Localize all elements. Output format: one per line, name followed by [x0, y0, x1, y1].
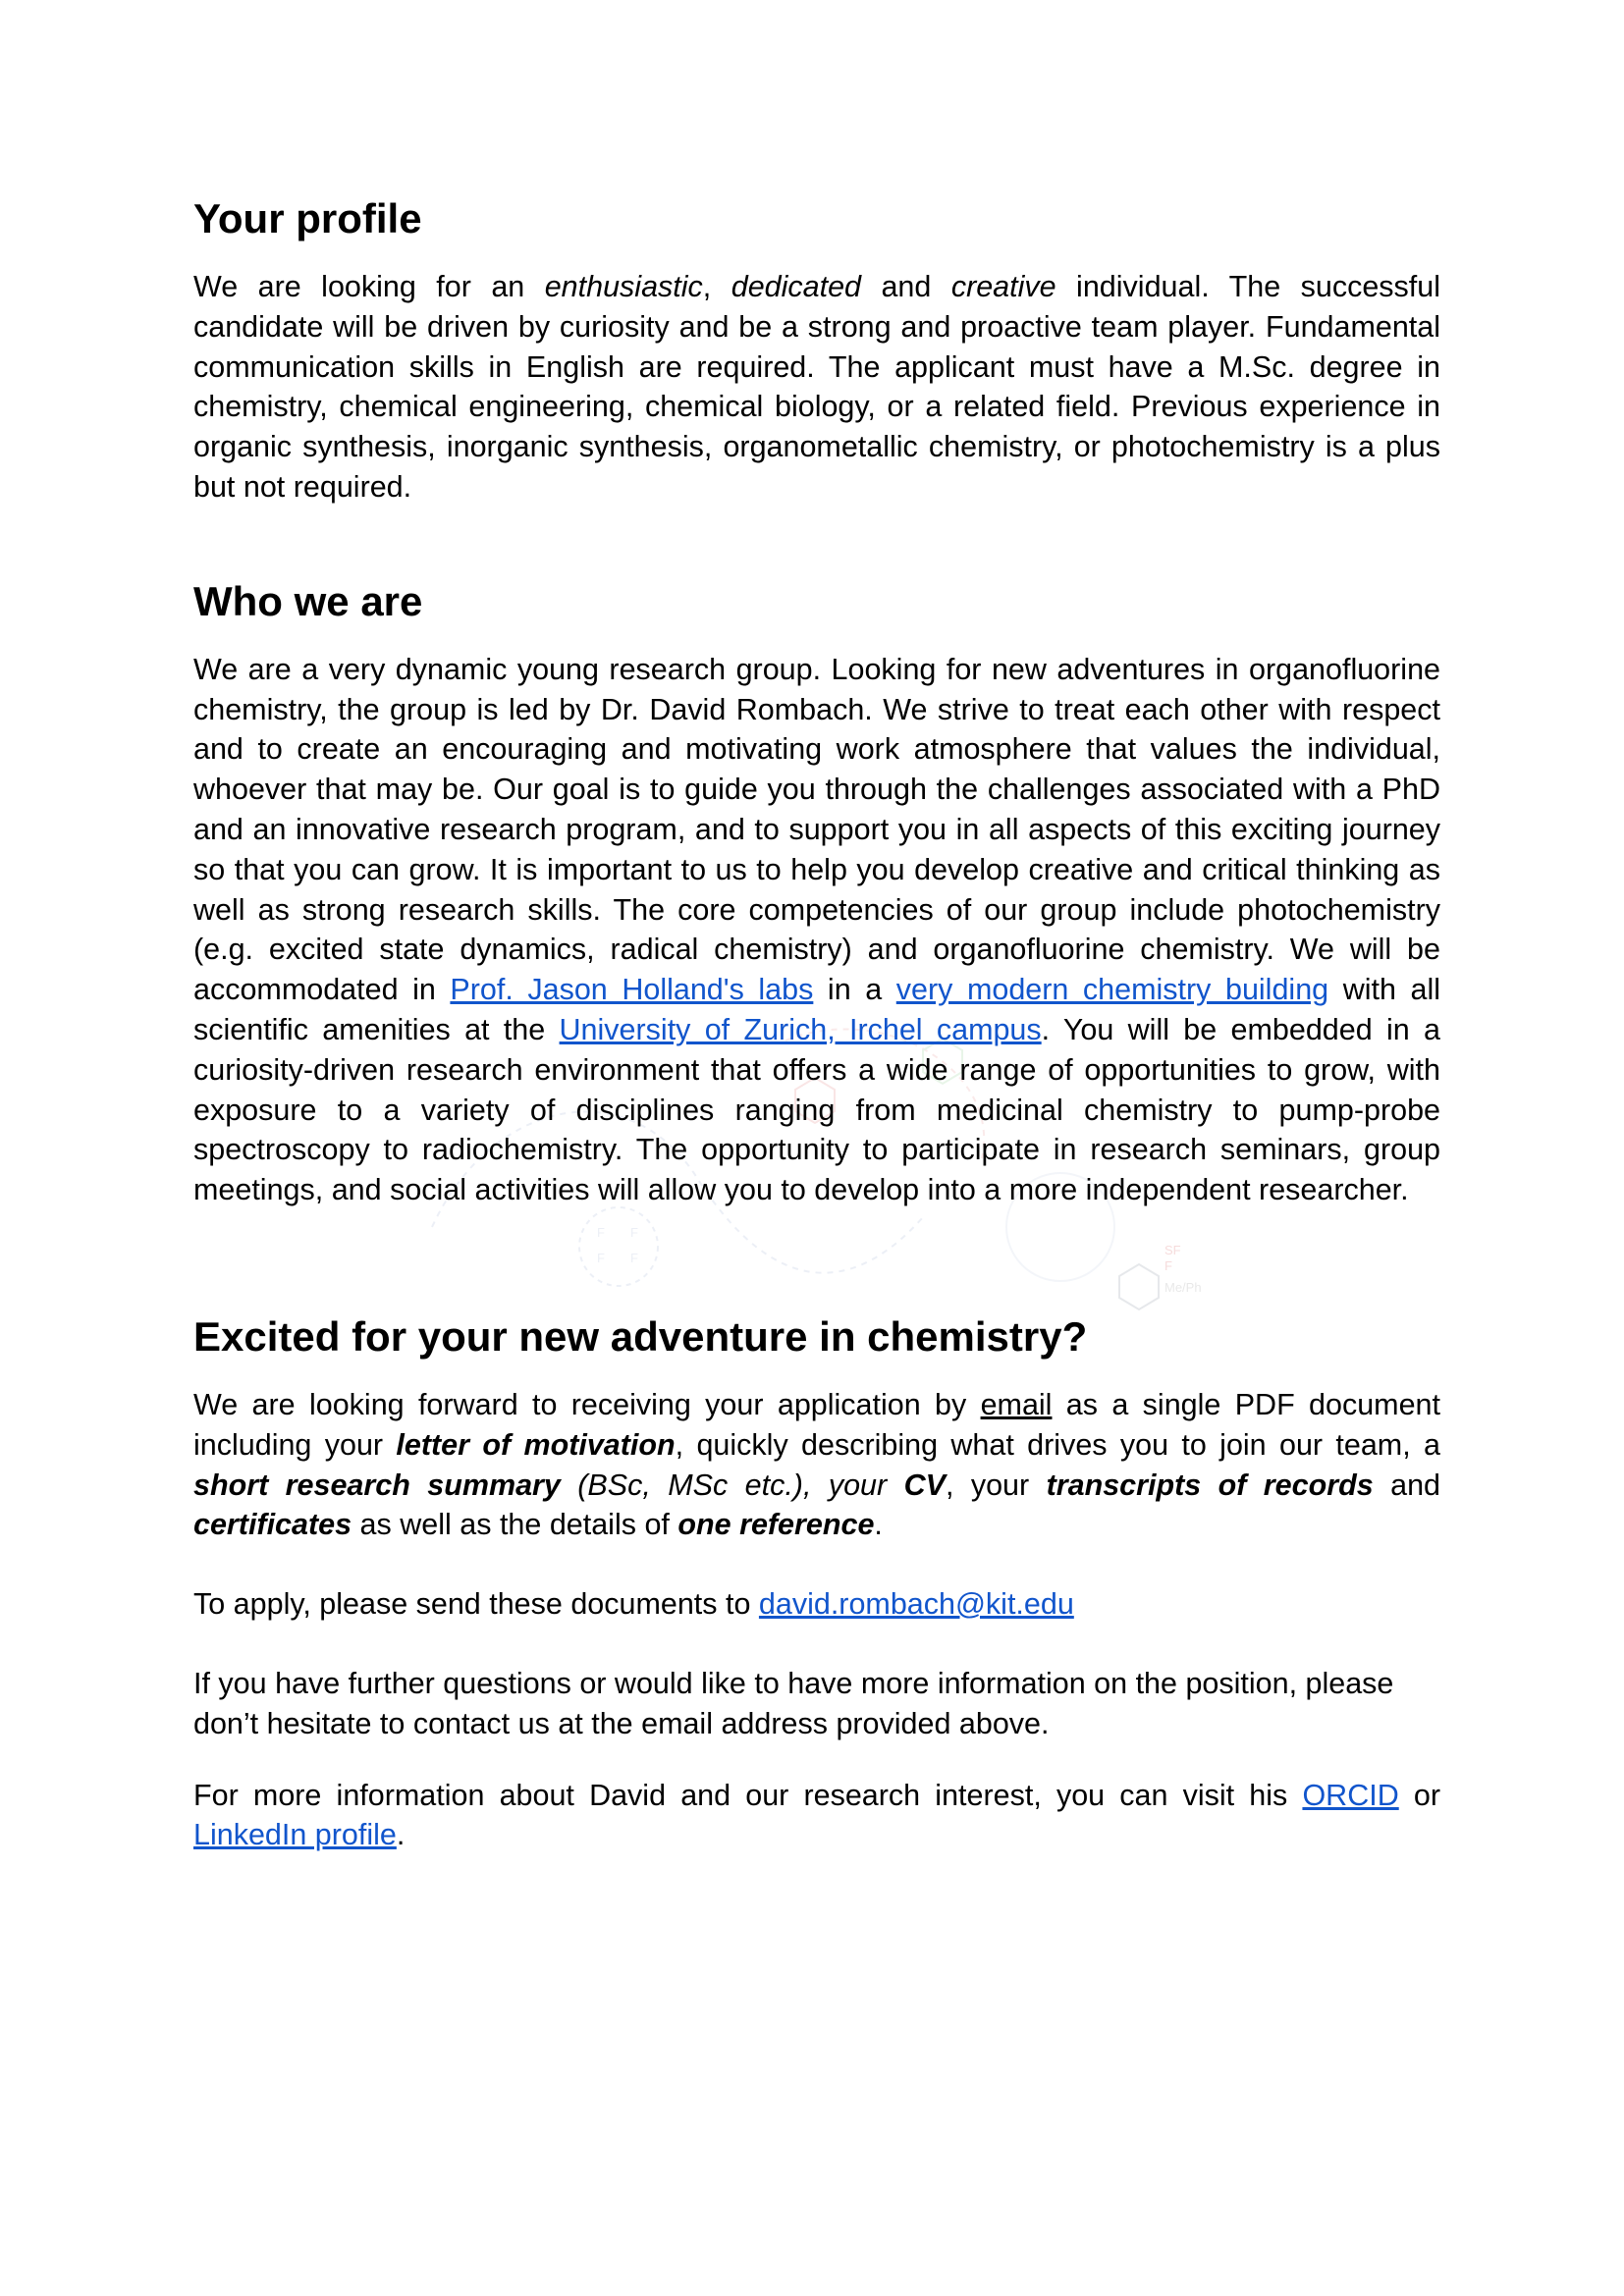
who-we-are-paragraph: [193, 650, 1440, 1210]
text-run: . You will be embedded in a curiosity-driven research environment that offers a wide range of opportunities to grow, with exposure to a variety of disciplines ranging from medicinal chemistry to pump-probe spectroscopy to radiochemistry. The opportunity to participate in research seminars, group meetings, and social activities will allow you to develop into a more independent researcher.: [193, 1012, 1440, 1207]
text-run: and: [1373, 1468, 1440, 1502]
link-linkedin-profile[interactable]: LinkedIn profile: [193, 1818, 397, 1852]
text-run: individual. The successful candidate will be driven by curiosity and be a strong and proactive team player. Fundamental communication skills in English are required. The applicant must have a M.Sc. degree in chemistry, chemical engineering, chemical biology, or a related field. Previous experience in organic synthesis, inorganic synthesis, organometallic chemistry, or photochemistry is a plus but not required.: [193, 270, 1440, 504]
profile-paragraph: [193, 267, 1440, 507]
text-run: in a: [813, 973, 896, 1007]
link-chemistry-building[interactable]: very modern chemistry building: [895, 973, 1329, 1007]
section-heading-excited: Excited for your new adventure in chemistry?: [193, 1312, 1088, 1360]
text-run: as a single PDF document including your: [193, 1387, 1440, 1462]
watermark-label: F: [630, 1225, 638, 1240]
emphasis-transcripts: transcripts of records: [1046, 1468, 1374, 1502]
watermark-label: F: [630, 1251, 638, 1265]
text-run: We are a very dynamic young research group. Looking for new adventures in organofluorine chemistry, the group is led by Dr. David Rombach. We strive to treat each other with respect and to create an encouraging and motivating work atmosphere that values the individual, whoever that may be. Our goal is to guide you through the challenges associated with a PhD and an innovative research program, and to support you in all aspects of this exciting journey so that you can grow. It is important to us to help you develop creative and critical thinking as well as strong research skills. The core competencies of our group include photochemistry (e.g. excited state dynamics, radical chemistry) and organofluorine chemistry. We will be accommodated in: [193, 652, 1440, 1007]
text-run: .: [874, 1508, 883, 1542]
link-contact-email[interactable]: david.rombach@kit.edu: [758, 1587, 1074, 1622]
text-run-italic: (BSc, MSc etc.), your: [560, 1468, 904, 1502]
more-info-paragraph: [193, 1776, 1440, 1856]
watermark-label: Me/Ph: [1164, 1280, 1202, 1295]
link-orcid[interactable]: ORCID: [1302, 1778, 1399, 1812]
text-run: and: [861, 270, 951, 303]
send-documents-paragraph: [193, 1584, 1440, 1625]
text-run: We are looking for an: [193, 270, 545, 303]
text-run: with all scientific amenities at the: [193, 973, 1441, 1046]
questions-paragraph: If you have further questions or would like to have more information on the position, please don’t hesitate to contact us at the email address provided above.: [193, 1666, 1394, 1740]
text-run: , quickly describing what drives you to join our team, a: [675, 1427, 1440, 1462]
watermark-label: F: [597, 1251, 605, 1265]
emphasis-certificates: certificates: [193, 1508, 352, 1542]
emphasis-one-reference: one reference: [677, 1508, 875, 1542]
application-documents-paragraph: [193, 1385, 1440, 1545]
watermark-label: F: [597, 1225, 605, 1240]
section-heading-who-we-are: Who we are: [193, 577, 423, 624]
emphasis-short-research-summary: short research summary: [193, 1468, 561, 1502]
emphasis-enthusiastic: enthusiastic: [544, 270, 703, 303]
link-holland-labs[interactable]: Prof. Jason Holland's labs: [450, 973, 814, 1007]
section-heading-your-profile: Your profile: [193, 195, 422, 241]
text-run: For more information about David and our research interest, you can visit his: [193, 1778, 1303, 1812]
text-run: as well as the details of: [352, 1508, 678, 1542]
emphasis-dedicated: dedicated: [731, 270, 862, 303]
link-uzh-irchel[interactable]: University of Zurich, Irchel campus: [559, 1012, 1042, 1046]
text-run: ,: [702, 270, 731, 303]
link-email[interactable]: email: [980, 1387, 1053, 1421]
emphasis-letter-of-motivation: letter of motivation: [396, 1427, 676, 1462]
text-run: , your: [945, 1468, 1047, 1502]
emphasis-creative: creative: [950, 270, 1056, 303]
text-run: We are looking forward to receiving your application by: [193, 1387, 981, 1421]
document-page: [193, 167, 1440, 1855]
text-run: or: [1398, 1778, 1440, 1812]
watermark-label: F: [1164, 1258, 1172, 1273]
text-run: To apply, please send these documents to: [193, 1587, 759, 1622]
emphasis-cv: CV: [903, 1468, 946, 1502]
text-run: .: [396, 1818, 406, 1852]
watermark-label: SF: [1164, 1243, 1181, 1257]
